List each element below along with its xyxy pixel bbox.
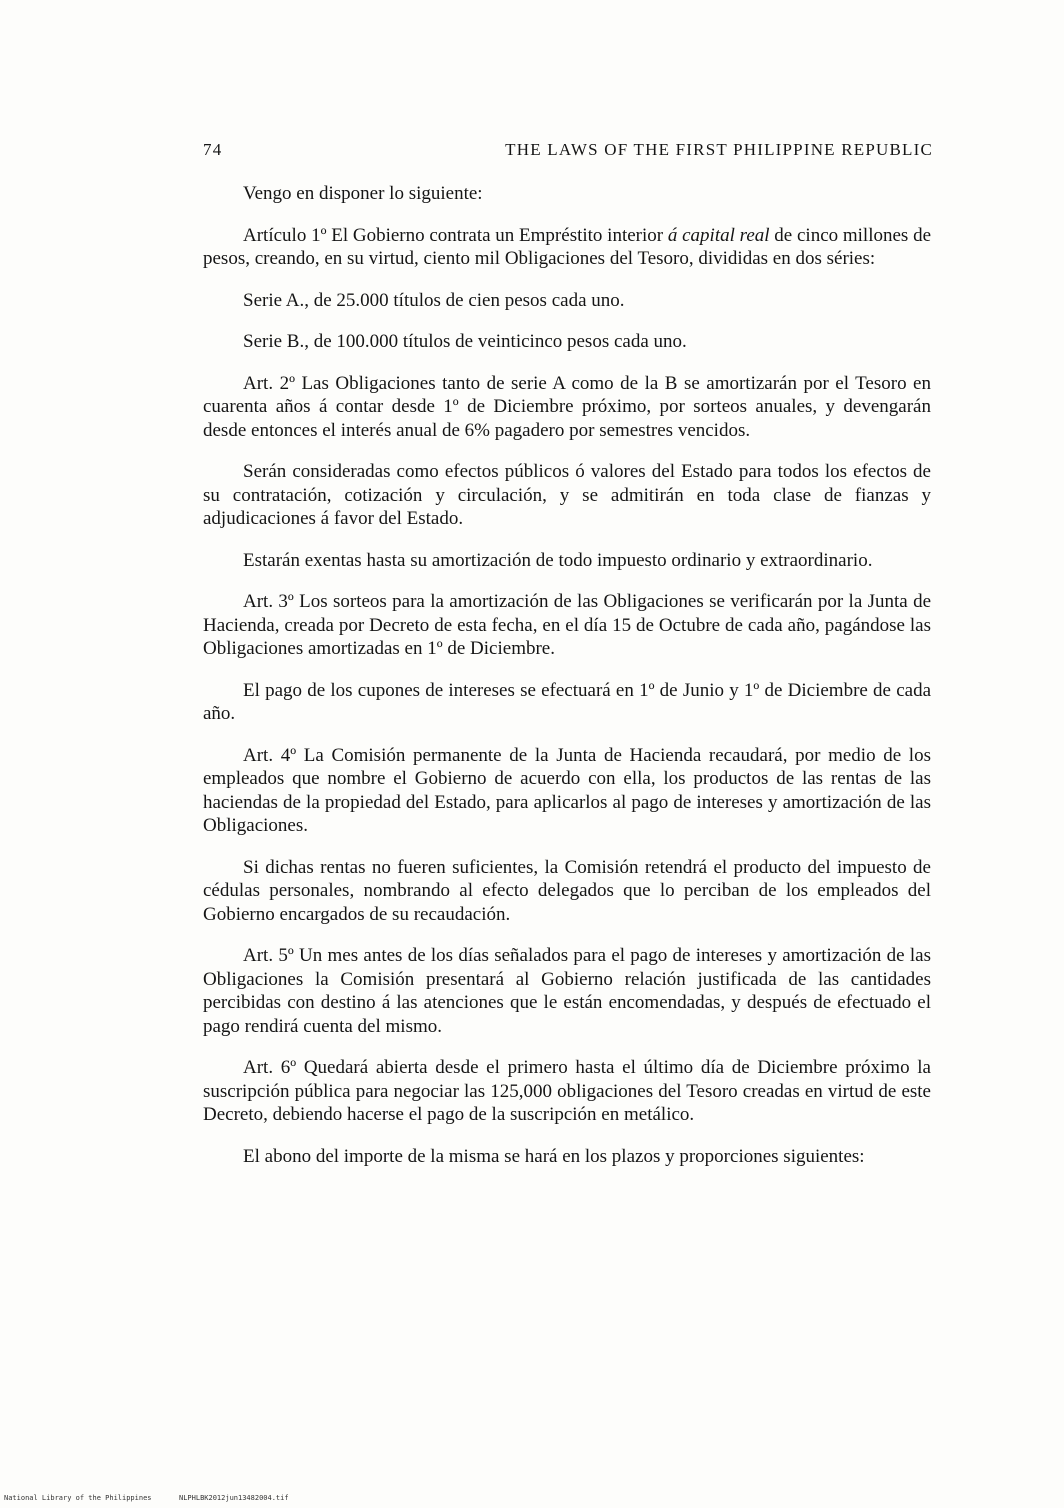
paragraph-article-2: Art. 2º Las Obligaciones tanto de serie A como de la B se amortizarán por el Tesoro en cuarenta años á contar desde 1º de Diciembre próximo, por sorteos anuales, y devengarán desde entonces el interés anual de 6% pagadero por semestres vencidos. (203, 372, 931, 441)
paragraph-serie-b: Serie B., de 100.000 títulos de veinticinco pesos cada uno. (243, 331, 687, 352)
paragraph-serie-a: Serie A., de 25.000 títulos de cien pesos cada uno. (243, 289, 625, 311)
running-head: THE LAWS OF THE FIRST PHILIPPINE REPUBLIC (505, 140, 933, 159)
article-1-text-start: Artículo 1º El Gobierno contrata un Empréstito interior (243, 224, 668, 246)
page-header (203, 140, 933, 166)
paragraph-article-6-b: El abono del importe de la misma se hará en los plazos y proporciones siguientes: (243, 1145, 865, 1167)
paragraph-article-4-b: Si dichas rentas no fueren suficientes, la Comisión retendrá el producto del impuesto de cédulas personales, nombrando al efecto delegados que lo perciban de los empleados del Gobierno encargados de su recaudación. (203, 856, 931, 925)
paragraph-article-1 (203, 224, 931, 271)
paragraph-article-6: Art. 6º Quedará abierta desde el primero hasta el último día de Diciembre próximo la suscripción pública para negociar las 125,000 obligaciones del Tesoro creadas en virtud de este Decreto, debiendo hacerse el pago de la suscripción en metálico. (203, 1057, 931, 1125)
article-1-italic-phrase: á capital real (667, 224, 770, 246)
paragraph-article-2-b: Serán consideradas como efectos públicos ó valores del Estado para todos los efectos de su contratación, cotización y circulación, y se admitirán en toda clase de fianzas y adjudicaciones á favor del Estado. (203, 461, 931, 529)
article-1-text-end: de cinco millones de pesos, creando, en su virtud, ciento mil Obligaciones del Tesoro, divididas en dos séries: (203, 224, 932, 269)
page-number: 74 (203, 140, 223, 159)
paragraph-article-5: Art. 5º Un mes antes de los días señalados para el pago de intereses y amortización de las Obligaciones la Comisión presentará al Gobierno relación justificada de las cantidades percibidas con destino á las atenciones que le están encomendadas, y después de efectuado el pago rendirá cuenta del mismo. (203, 945, 931, 1037)
paragraph-article-3: Art. 3º Los sorteos para la amortización de las Obligaciones se verificarán por la Junta de Hacienda, creada por Decreto de esta fecha, en el día 15 de Octubre de cada año, pagándose las Obligaciones amortizadas en 1º de Diciembre. (203, 591, 931, 659)
paragraph-article-2-c: Estarán exentas hasta su amortización de todo impuesto ordinario y extraordinario. (243, 549, 873, 571)
paragraph-article-4: Art. 4º La Comisión permanente de la Junta de Hacienda recaudará, por medio de los empleados que nombre el Gobierno de acuerdo con ella, los productos de las rentas de las haciendas de la propiedad del Estado, para aplicarlos al pago de intereses y amortización de las Obligaciones. (203, 744, 931, 836)
footer-library: National Library of the Philippines (4, 1494, 152, 1502)
page-body (203, 182, 931, 1186)
paragraph-article-3-b: El pago de los cupones de intereses se efectuará en 1º de Junio y 1º de Diciembre de cada año. (203, 679, 931, 724)
scan-footer (4, 1493, 1004, 1503)
paragraph-intro: Vengo en disponer lo siguiente: (243, 183, 483, 204)
footer-file-name: NLPHLBK2012jun13482004.tif (179, 1494, 289, 1502)
